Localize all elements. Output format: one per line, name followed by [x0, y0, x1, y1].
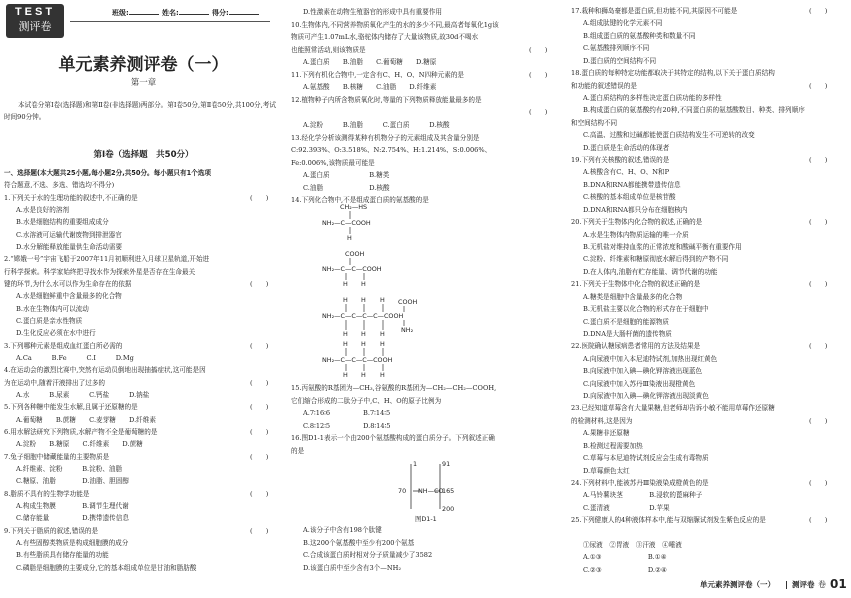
score-field	[212, 8, 259, 18]
text-line: 25.下列健康人的4种液体样本中,能与双缩脲试剂发生紫色反应的是	[571, 516, 766, 525]
text-line: C.氨基酸排列顺序不同	[583, 44, 650, 53]
text-line: C.油脂 D.核酸	[303, 183, 390, 192]
text-line: 和空间结构不同	[571, 118, 618, 127]
text-line: 18.蛋白质的每种特定功能都取决于其特定的结构,以下关于蛋白质结构	[571, 69, 775, 78]
text-line: A.淀粉 B.糖原 C.纤维素 D.蔗糖	[16, 440, 143, 449]
structure-c-h4: H	[343, 330, 348, 338]
text-line: B.构成蛋白质的氨基酸约有20种,不同蛋白质的氨基酸数目、种类、排列顺序	[583, 106, 805, 115]
text-line: A.构成生物膜 B.调节生理代谢	[16, 501, 129, 510]
text-line: 9.下列关于脂质的叙述,错误的是	[4, 526, 99, 535]
text-line: D.向尿液中加入碘—碘化钾溶液出现淡黄色	[583, 392, 709, 401]
text-line: 24.下列材料中,能被苏丹Ⅲ染液染成橙黄色的是	[571, 478, 709, 487]
answer-parentheses: ( )	[250, 378, 269, 387]
text-line: Fe:0.006%,该物质最可能是	[291, 158, 375, 167]
text-line: 的是	[291, 446, 305, 455]
text-line: 4.在运动会的激烈比赛中,突然有运动员倒地出现抽搐症状,这可能是因	[4, 366, 206, 375]
structure-a-sidechain: CH₂—HS	[340, 203, 368, 211]
text-line: A.淀粉 B.油脂 C.蛋白质 D.核酸	[303, 120, 450, 129]
text-line: C:92.393%、O:3.518%、N:2.754%、H:1.214%、S:0.006%、	[291, 146, 492, 155]
logo-title-text: 测评卷	[18, 20, 52, 33]
text-line: B.这200个氨基酸中至少有200个氨基	[303, 538, 415, 547]
answer-parentheses: ( )	[809, 516, 828, 525]
figure-label-91: 91	[442, 460, 451, 468]
answer-parentheses: ( )	[250, 193, 269, 202]
class-blank	[129, 8, 159, 15]
footer-page-number: 01	[830, 577, 847, 591]
text-line: C.高温、过酸和过碱都能使蛋白质结构发生不可逆转的改变	[583, 131, 755, 140]
name-label: 姓名:	[162, 9, 179, 17]
text-line: C.8∶12∶5 D.8∶14∶5	[303, 421, 391, 430]
answer-parentheses: ( )	[809, 156, 828, 165]
text-line: A.水是细胞鲜重中含量最多的化合物	[16, 292, 122, 301]
text-line: B.向尿液中加入碘—碘化钾溶液出现蓝色	[583, 367, 703, 376]
text-line: C.蛋清液 D.苹果	[583, 503, 670, 512]
answer-parentheses: ( )	[250, 427, 269, 436]
text-line: D.水分解能释放能量供生命活动需要	[16, 242, 123, 251]
text-line: 20.下列关于生物体内化合物的叙述,正确的是	[571, 218, 703, 227]
text-line: A.马铃薯块茎 B.浸软的蓖麻种子	[583, 491, 703, 500]
text-line: D.性激素在动物生殖器官的形成中具有重要作用	[303, 8, 443, 16]
text-line: 13.经化学分析该测得某种有机物分子的元素组成及其含量分别是	[291, 133, 480, 142]
text-line: B.水在生物体内可以流动	[16, 304, 89, 313]
text-line: 19.下列有关核酸的叙述,错误的是	[571, 156, 670, 165]
text-line: C.核酸的基本组成单位是核苷酸	[583, 193, 676, 202]
text-line: D.蛋白质是生命活动的体现者	[583, 143, 670, 152]
structure-c-cooh: COOH	[398, 298, 418, 306]
text-line: A.有些固醇类物质是构成细胞膜的成分	[16, 538, 129, 547]
text-line: A.水 B.尿素 C.钙盐 D.钠盐	[16, 390, 150, 399]
figure-label-70: 70	[398, 487, 407, 495]
text-line: D.蛋白质的空间结构不同	[583, 56, 657, 65]
text-line: B.组成蛋白质的氨基酸种类和数量不同	[583, 31, 696, 40]
text-line: C.蛋白质是亲水性物质	[16, 316, 83, 325]
text-line: 23.已经知道草莓含有大量果糖,但老师却告诉小敏不能用草莓作还原糖	[571, 404, 775, 413]
text-line: 14.下列化合物中,不是组成蛋白质的氨基酸的是	[291, 196, 429, 205]
answer-parentheses: ( )	[809, 478, 828, 487]
answer-parentheses: ( )	[809, 218, 828, 227]
answer-parentheses: ( )	[809, 280, 828, 289]
footer-title: 单元素养测评卷（一）	[700, 580, 775, 589]
text-line: 一、选择题(本大题共25小题,每小题2分,共50分。每小题只有1个选项	[4, 169, 211, 177]
structure-c-main: NH₂—C—C—C—C—COOH	[322, 312, 404, 320]
structure-b-main: NH₂—C—C—COOH	[322, 265, 382, 273]
figure-label-200: 200	[442, 505, 455, 513]
structure-b-cooh: COOH	[345, 250, 365, 258]
text-line: D.DNA和RNA都只分布在细胞核内	[583, 205, 688, 214]
header-rule	[70, 21, 270, 22]
answer-parentheses: ( )	[250, 279, 269, 288]
structure-d-h5: H	[361, 371, 366, 379]
text-line: 11.下列有机化合物中,一定含有C、H、O、N四种元素的是	[291, 70, 465, 79]
text-line: 也能照常活动,则该物质是	[291, 45, 366, 54]
text-line: 键的环节,为什么水可以作为生命存在的依据	[4, 279, 132, 288]
answer-parentheses: ( )	[250, 341, 269, 350]
text-line: A.水是良好的溶剂	[16, 205, 70, 214]
text-line: B.检测过程需要加热	[583, 441, 643, 450]
text-line: 5.下列各种糖中能发生水解,且属于还原糖的是	[4, 403, 138, 412]
structure-d-h6: H	[380, 371, 385, 379]
answer-parentheses: ( )	[529, 108, 548, 117]
part-one-heading: 第Ⅰ卷（选择题 共50分）	[93, 150, 194, 160]
structure-c-nh2: NH₂	[401, 326, 414, 334]
text-line: D.草莓颜色太红	[583, 466, 630, 475]
text-line: 3.下列哪种元素是组成血红蛋白所必需的	[4, 341, 123, 350]
text-line: C.储存能量 D.携带遗传信息	[16, 514, 129, 523]
text-line: 为在运动中,随着汗液排出了过多的	[4, 378, 106, 387]
answer-parentheses: ( )	[250, 489, 269, 498]
text-line: D.生化反应必须在水中进行	[16, 329, 96, 338]
figure-label-1: 1	[413, 460, 418, 468]
text-line: A.组成肽键的化学元素不同	[583, 19, 663, 28]
protein-chain-diagram	[0, 0, 1, 1]
text-line: 它们缩合形成的二肽分子中,C、H、O的原子比例为	[291, 396, 442, 405]
text-line: A.Ca B.Fe C.I D.Mg	[16, 353, 134, 362]
footer-page-label: 卷	[818, 580, 826, 589]
text-line: 和功能的叙述错误的是	[571, 81, 637, 90]
structure-d-h2: H	[361, 340, 366, 348]
answer-parentheses: ( )	[250, 526, 269, 535]
text-line: ①尿液 ②胃液 ③汗液 ④唾液	[583, 541, 682, 550]
answer-parentheses: ( )	[250, 452, 269, 461]
text-line: A.核酸含有C、H、O、N和P	[583, 168, 670, 177]
text-line: 行科学探索。科学家始终把寻找水作为探索外星是否存在生命最关	[4, 267, 196, 276]
class-field	[112, 8, 159, 18]
text-line: A.该分子中含有198个肽键	[303, 526, 382, 534]
text-line: C.合成该蛋白质时相对分子质量减少了3582	[303, 551, 433, 559]
figure-caption: 图D1-1	[415, 515, 437, 523]
page-title: 单元素养测评卷（一）	[58, 55, 229, 75]
answer-parentheses: ( )	[809, 81, 828, 90]
text-line: A.糖类是细胞中含量最多的化合物	[583, 292, 683, 301]
text-line: D.该蛋白质中至少含有3个—NH₂	[303, 563, 402, 572]
text-line: C.向尿液中加入苏丹Ⅲ染液出现橙黄色	[583, 379, 696, 388]
text-line: D.DNA是大肠杆菌的遗传物质	[583, 329, 672, 338]
structure-c-h5: H	[361, 330, 366, 338]
structure-d-h3: H	[380, 340, 385, 348]
structure-c-h1: H	[343, 296, 348, 304]
score-label: 得分:	[212, 9, 229, 17]
text-line: C.②③ D.②④	[583, 565, 667, 574]
test-logo	[6, 4, 64, 38]
text-line: C.磷脂是细胞膜的主要成分,它的基本组成单位是甘油和脂肪酸	[16, 563, 197, 572]
text-line: B.无机盐主要以化合物的形式存在于细胞中	[583, 305, 709, 314]
text-line: C.淀粉、纤维素和糖原彻底水解后得到的产物不同	[583, 255, 729, 264]
text-line: C.水溶液可运输代谢废物到排泄器官	[16, 230, 122, 239]
answer-parentheses: ( )	[809, 416, 828, 425]
footer-brand: 测评卷	[792, 580, 815, 589]
text-line: 16.图D1-1表示一个由200个氨基酸构成的蛋白质分子。下列叙述正确	[291, 434, 495, 442]
text-line: A.蛋白质结构的多样性决定蛋白质功能的多样性	[583, 93, 722, 102]
text-line: B.有些脂质具有储存能量的功能	[16, 551, 109, 560]
text-line: 2.“嫦娥一号”宇宙飞船于2007年11月初顺利进入月球卫星轨道,开始进	[4, 255, 210, 264]
text-line: A.①③ B.①④	[583, 553, 667, 562]
name-blank	[179, 8, 209, 15]
text-line: 的检测材料,这是因为	[571, 416, 633, 425]
text-line: B.DNA和RNA都能携带遗传信息	[583, 180, 681, 189]
figure-label-165: 165	[442, 487, 455, 495]
chapter-subtitle: 第一章	[130, 78, 157, 88]
text-line: A.蛋白质 B.油脂 C.葡萄糖 D.糖原	[303, 58, 437, 67]
structure-a-main: NH₂—C—COOH	[322, 219, 371, 227]
structure-d-main: NH₂—C—C—C—COOH	[322, 356, 393, 364]
text-line: 6.用水解法研究下列物质,水解产物不全是葡萄糖的是	[4, 427, 158, 436]
answer-parentheses: ( )	[529, 45, 548, 54]
class-label: 班级:	[112, 9, 129, 17]
exam-instructions: 本试卷分第Ⅰ卷(选择题)和第Ⅱ卷(非选择题)两部分。第Ⅰ卷50分,第Ⅱ卷50分,共100分,考试时间90分钟。	[4, 101, 276, 121]
logo-test-text: TEST	[14, 6, 56, 18]
text-line: 7.兔子细胞中储藏能量的主要物质是	[4, 452, 110, 461]
structure-b-h2: H	[361, 280, 366, 288]
score-blank	[229, 8, 259, 15]
structure-c-h3: H	[380, 296, 385, 304]
text-line: A.果糖非还原糖	[583, 429, 630, 438]
text-line: 8.脂质不具有的生物学功能是	[4, 489, 90, 498]
text-line: D.在人体内,油脂有贮存能量、调节代谢的功能	[583, 267, 718, 276]
name-field	[162, 8, 209, 18]
text-line: C.草莓与本尼迪特试剂反应会生成有毒物质	[583, 454, 709, 463]
structure-c-h2: H	[361, 296, 366, 304]
text-line: B.水是细胞结构的重要组成成分	[16, 218, 109, 227]
text-line: 12.植物种子内所含物质氧化时,等量的下列物质释放能量最多的是	[291, 95, 482, 104]
text-line: 1.下列关于水的生理功能的叙述中,不正确的是	[4, 193, 138, 202]
text-line: 17.栽种和狮岛豪都是蛋白质,但功能不同,其原因不可能是	[571, 7, 738, 15]
answer-parentheses: ( )	[809, 342, 828, 351]
footer-separator	[786, 581, 787, 589]
text-line: C.蛋白质不是细胞的能源物质	[583, 317, 670, 326]
figure-label-nh-co: NH—CO	[418, 487, 444, 495]
structure-b-h1: H	[343, 280, 348, 288]
structure-a-h: H	[347, 234, 352, 242]
text-line: C.糖原、油脂 D.油脂、胆固醇	[16, 477, 129, 486]
text-line: 21.下列关于生物体中化合物的叙述正确的是	[571, 280, 701, 289]
text-line: A.水是生物体内物质运输的唯一介质	[583, 230, 689, 239]
page-footer	[700, 577, 851, 593]
text-line: A.蛋白质 B.糖类	[303, 171, 390, 180]
answer-parentheses: ( )	[250, 403, 269, 412]
text-line: 15.丙氨酸的R基团为—CH₃,谷氨酸的R基团为—CH₂—CH₂—COOH,	[291, 384, 497, 392]
text-line: 物质可产生1.07mL水,骆驼体内储存了大量该物质,故30d不喝水	[291, 33, 479, 42]
text-line: A.7∶16∶6 B.7∶14∶5	[303, 409, 391, 417]
text-line: A.氨基酸 B.核糖 C.油脂 D.纤维素	[303, 83, 437, 92]
text-line: A.纤维素、淀粉 B.淀粉、油脂	[16, 464, 123, 473]
text-line: A.向尿液中加入本尼迪特试剂,加热出现红黄色	[583, 354, 718, 363]
answer-parentheses: ( )	[809, 7, 828, 15]
text-line: A.葡萄糖 B.蔗糖 C.麦芽糖 D.纤维素	[16, 415, 156, 424]
structure-c-h6: H	[380, 330, 385, 338]
text-line: 符合题意,不选、多选、错选均不得分)	[4, 181, 115, 190]
text-line: 10.生物体内,不同营养物质氧化产生的水的多少不同,最高者每氧化1g该	[291, 20, 499, 29]
structure-d-h1: H	[343, 340, 348, 348]
text-line: B.无机盐对维持血浆的正常浓度和酸碱平衡有重要作用	[583, 242, 742, 251]
answer-parentheses: ( )	[529, 70, 548, 79]
text-line: 22.医院确认糖尿病患者常用的方法及结果是	[571, 342, 701, 351]
structure-d-h4: H	[343, 371, 348, 379]
